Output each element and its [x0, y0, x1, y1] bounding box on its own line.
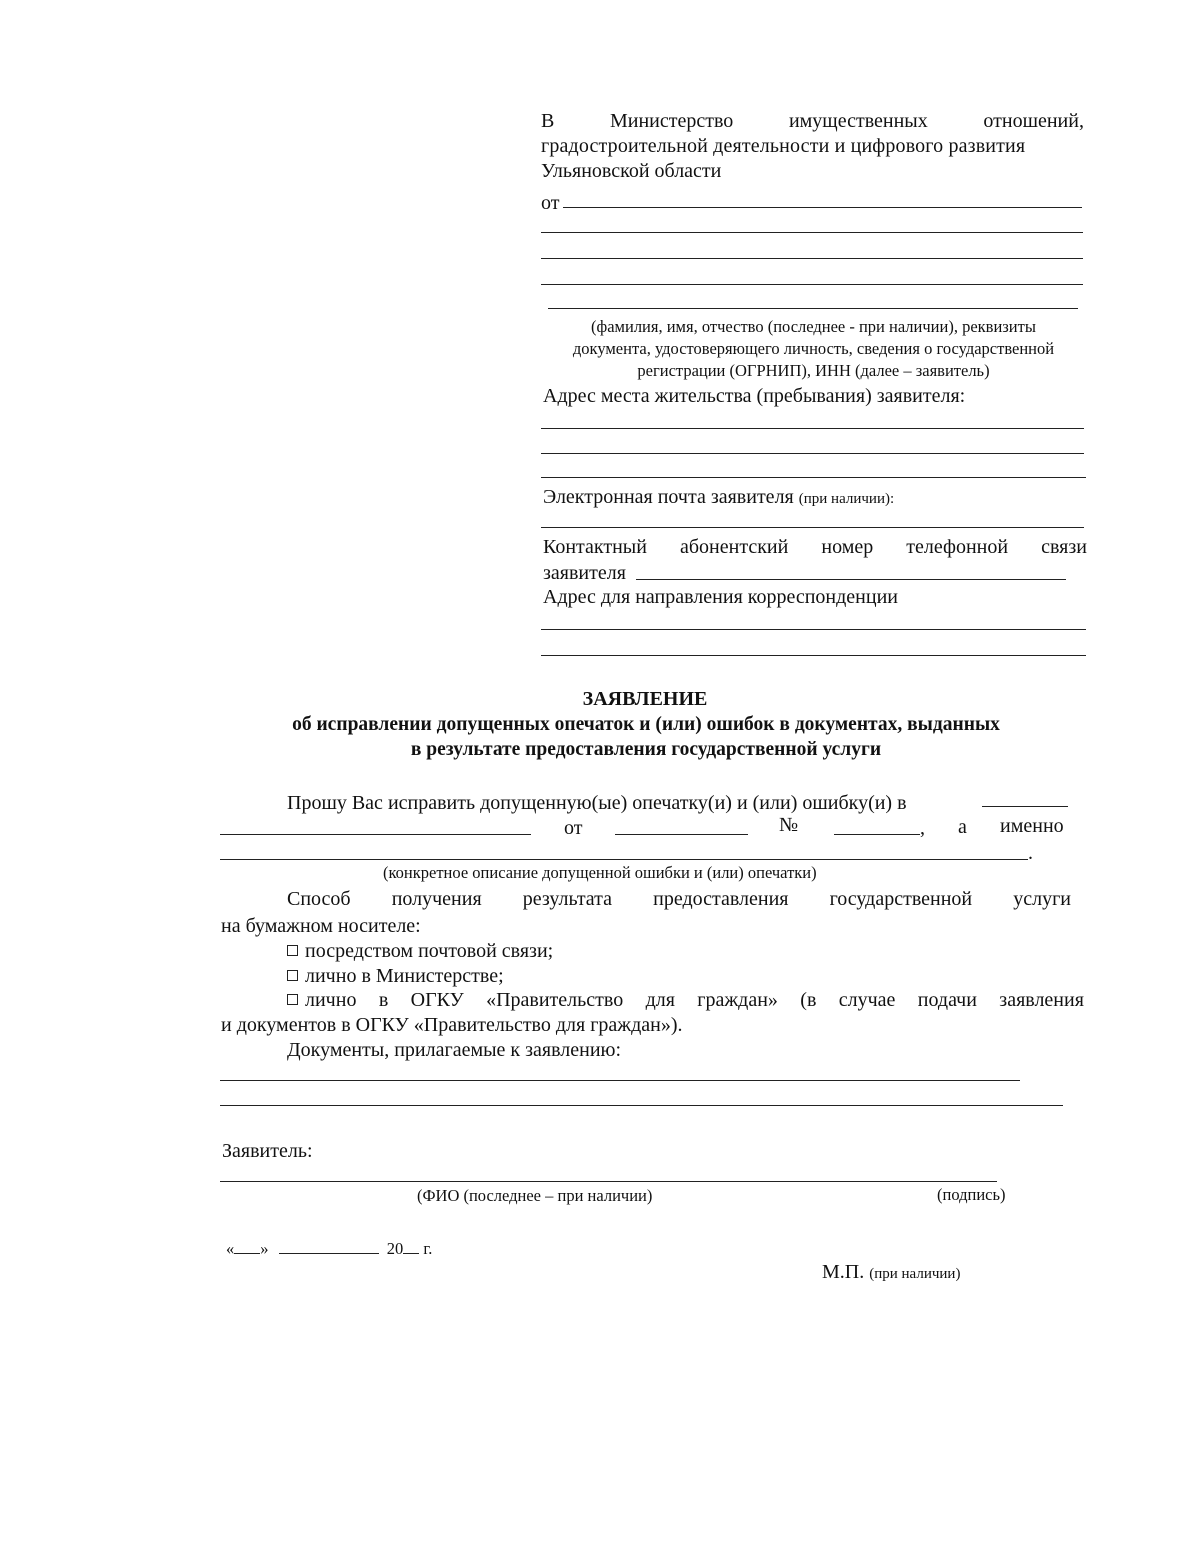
- checkbox-icon[interactable]: [287, 970, 298, 981]
- method-cont: на бумажном носителе:: [221, 915, 421, 937]
- document-title: ЗАЯВЛЕНИЕ: [582, 688, 708, 710]
- correspondence-label: Адрес для направления корреспонденции: [543, 586, 898, 608]
- date-open-quote: «: [226, 1239, 235, 1258]
- option-ogku-word: заявления: [999, 989, 1084, 1011]
- recipient-word: В: [541, 110, 555, 132]
- option-post-label: посредством почтовой связи;: [305, 940, 554, 962]
- signature-line[interactable]: [220, 1181, 997, 1182]
- fio-caption: (ФИО (последнее – при наличии): [417, 1186, 653, 1205]
- email-label: [543, 484, 894, 512]
- request-text: Прошу Вас исправить допущенную(ые) опечатку(и) и (или) ошибку(и) в: [287, 792, 907, 814]
- phone-line[interactable]: [636, 579, 1066, 580]
- namely-word: именно: [1000, 815, 1064, 837]
- option-ogku-cont: и документов в ОГКУ «Правительство для граждан»).: [221, 1014, 683, 1036]
- from-line-3[interactable]: [541, 258, 1083, 259]
- method-word: предоставления: [653, 888, 789, 910]
- documents-line-2[interactable]: [220, 1105, 1063, 1106]
- recipient-word: отношений,: [983, 110, 1084, 132]
- option-ogku-word: ОГКУ: [410, 989, 464, 1011]
- method-word: Способ: [287, 888, 351, 910]
- option-ogku-word: «Правительство: [486, 989, 624, 1011]
- seal-label-text: М.П.: [822, 1261, 865, 1283]
- date-close-quote: »: [260, 1239, 269, 1258]
- document-type-line[interactable]: [982, 806, 1068, 807]
- from-line-5[interactable]: [548, 308, 1078, 309]
- date-line[interactable]: [226, 1238, 432, 1260]
- document-date-line[interactable]: [615, 834, 748, 835]
- email-line[interactable]: [541, 527, 1084, 528]
- option-ogku-first: [287, 987, 356, 1013]
- document-subtitle-line-2: в результате предоставления государственной услуги: [410, 739, 882, 760]
- a-word: а: [958, 816, 967, 838]
- from-line-4[interactable]: [541, 284, 1083, 285]
- date-month-blank[interactable]: [279, 1238, 379, 1254]
- checkbox-icon[interactable]: [287, 945, 298, 956]
- date-suffix: г.: [423, 1239, 433, 1258]
- seal-label: [822, 1259, 960, 1287]
- method-word: услуги: [1013, 888, 1071, 910]
- signature-caption: (подпись): [937, 1185, 1006, 1204]
- applicant-caption-line-3: регистрации (ОГРНИП), ИНН (далее – заявитель): [637, 361, 990, 380]
- method-word: государственной: [829, 888, 973, 910]
- phone-label: [543, 534, 1087, 560]
- checkbox-icon[interactable]: [287, 994, 298, 1005]
- from-line[interactable]: [563, 207, 1082, 208]
- option-ogku-word: в: [378, 989, 389, 1011]
- description-caption: (конкретное описание допущенной ошибки и (или) опечатки): [383, 863, 817, 882]
- from-label: от: [541, 192, 560, 214]
- applicant-caption-line-2: документа, удостоверяющего личность, сведения о государственной: [572, 339, 1055, 358]
- phone-word: абонентский: [680, 536, 789, 558]
- documents-line-1[interactable]: [220, 1080, 1020, 1081]
- method-word: получения: [391, 888, 482, 910]
- phone-word: связи: [1041, 536, 1087, 558]
- recipient-line-1: [541, 108, 1084, 134]
- date-day-blank[interactable]: [234, 1238, 260, 1254]
- address-line-1[interactable]: [541, 428, 1084, 429]
- option-ogku-word: подачи: [917, 989, 977, 1011]
- email-label-text: Электронная почта заявителя: [543, 486, 794, 508]
- from-word: от: [564, 817, 583, 839]
- email-label-note: (при наличии):: [798, 491, 895, 507]
- applicant-caption: [531, 316, 1096, 382]
- recipient-word: Министерство: [609, 110, 734, 132]
- recipient-line-3: Ульяновской области: [541, 160, 722, 182]
- date-year: 20: [386, 1239, 404, 1258]
- option-ministry[interactable]: [287, 963, 504, 989]
- method-word: результата: [522, 888, 613, 910]
- option-ogku-word: случае: [838, 989, 896, 1011]
- method-line: [287, 886, 1071, 912]
- option-ogku[interactable]: [287, 987, 1084, 1013]
- option-ministry-label: лично в Министерстве;: [305, 965, 504, 987]
- seal-label-note: (при наличии): [869, 1266, 961, 1282]
- phone-label-cont: заявителя: [543, 562, 626, 584]
- recipient-line-2: градостроительной деятельности и цифрового развития: [541, 135, 1026, 157]
- option-ogku-word: граждан»: [697, 989, 778, 1011]
- comma: ,: [920, 817, 925, 839]
- description-line[interactable]: [220, 859, 1028, 860]
- description-period: .: [1028, 842, 1033, 864]
- option-post[interactable]: [287, 938, 553, 964]
- documents-label: Документы, прилагаемые к заявлению:: [287, 1039, 622, 1061]
- from-line-2[interactable]: [541, 232, 1083, 233]
- address-line-2[interactable]: [541, 453, 1084, 454]
- recipient-word: имущественных: [788, 110, 928, 132]
- address-label: Адрес места жительства (пребывания) заявителя:: [543, 385, 966, 407]
- option-ogku-word: лично: [305, 989, 357, 1011]
- option-ogku-word: (в: [800, 989, 817, 1011]
- document-number-line[interactable]: [834, 834, 920, 835]
- phone-word: Контактный: [543, 536, 647, 558]
- correspondence-line-1[interactable]: [541, 629, 1086, 630]
- correspondence-line-2[interactable]: [541, 655, 1086, 656]
- document-subtitle-line-1: об исправлении допущенных опечаток и (или) ошибок в документах, выданных: [292, 714, 1000, 735]
- applicant-caption-line-1: (фамилия, имя, отчество (последнее - при наличии), реквизиты: [591, 317, 1036, 336]
- phone-word: телефонной: [906, 536, 1009, 558]
- option-ogku-word: для: [645, 989, 675, 1011]
- document-name-line[interactable]: [220, 834, 531, 835]
- applicant-label: Заявитель:: [222, 1140, 313, 1162]
- number-sign: №: [779, 814, 799, 836]
- date-year-blank[interactable]: [403, 1238, 419, 1254]
- phone-word: номер: [821, 536, 874, 558]
- address-line-3[interactable]: [541, 477, 1086, 478]
